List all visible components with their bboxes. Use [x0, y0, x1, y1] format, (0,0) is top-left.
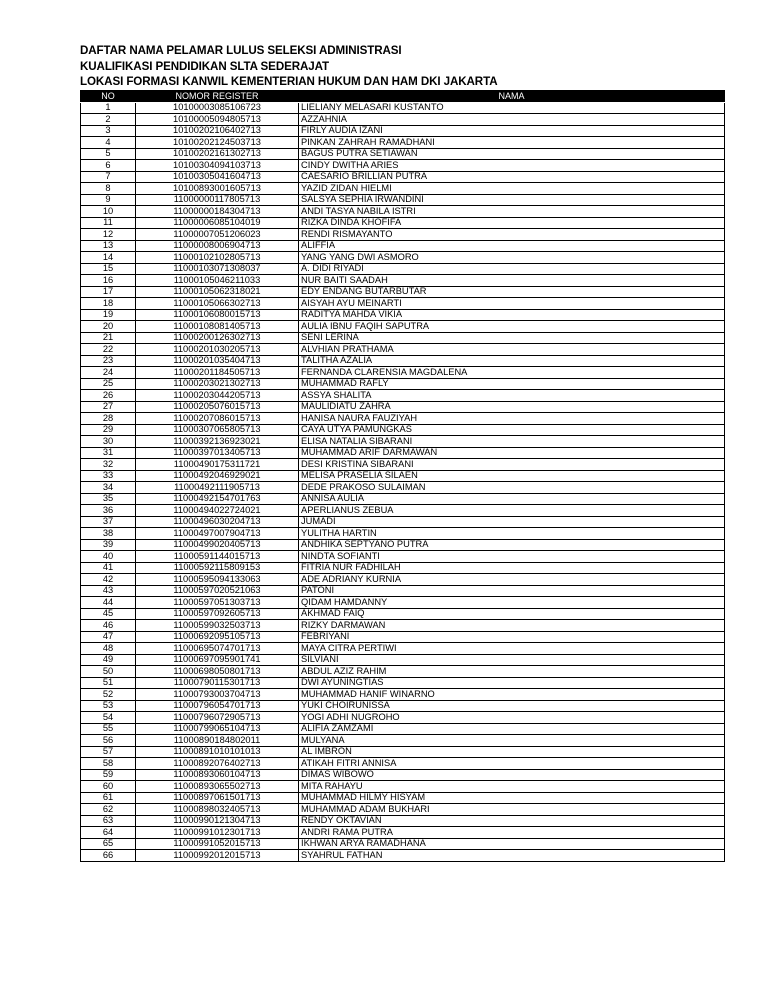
table-row	[81, 700, 725, 712]
row-number: 8	[81, 183, 136, 195]
applicant-name: AULIA IBNU FAQIH SAPUTRA	[299, 321, 725, 333]
row-number: 52	[81, 689, 136, 701]
table-row	[81, 194, 725, 206]
row-number: 50	[81, 666, 136, 678]
row-number: 36	[81, 505, 136, 517]
table-row	[81, 390, 725, 402]
table-row	[81, 436, 725, 448]
row-number: 44	[81, 597, 136, 609]
table-row	[81, 562, 725, 574]
applicant-name: FIRLY AUDIA IZANI	[299, 125, 725, 137]
register-number: 10100305041604713	[136, 171, 299, 183]
table-row	[81, 137, 725, 149]
applicant-name: LIELIANY MELASARI KUSTANTO	[299, 102, 725, 114]
table-row	[81, 344, 725, 356]
table-row	[81, 758, 725, 770]
register-number: 11000597092605713	[136, 608, 299, 620]
register-number: 11000008006904713	[136, 240, 299, 252]
register-number: 11000392136923021	[136, 436, 299, 448]
table-row	[81, 493, 725, 505]
register-number: 11000397013405713	[136, 447, 299, 459]
qualification-subtitle: KUALIFIKASI PENDIDIKAN SLTA SEDERAJAT	[80, 59, 330, 73]
table-row	[81, 838, 725, 850]
register-number: 11000000117805713	[136, 194, 299, 206]
row-number: 29	[81, 424, 136, 436]
table-row	[81, 482, 725, 494]
table-row	[81, 298, 725, 310]
row-number: 2	[81, 114, 136, 126]
register-number: 11000007051206023	[136, 229, 299, 241]
applicant-name: SALSYA SEPHIA IRWANDINI	[299, 194, 725, 206]
row-number: 34	[81, 482, 136, 494]
applicant-name: MULYANA	[299, 735, 725, 747]
applicant-name: ANDI TASYA NABILA ISTRI	[299, 206, 725, 218]
applicant-name: A. DIDI RIYADI	[299, 263, 725, 275]
register-number: 11000990121304713	[136, 815, 299, 827]
row-number: 1	[81, 102, 136, 114]
table-row	[81, 781, 725, 793]
row-number: 58	[81, 758, 136, 770]
row-number: 26	[81, 390, 136, 402]
applicant-name: ABDUL AZIZ RAHIM	[299, 666, 725, 678]
applicant-name: ANDRI RAMA PUTRA	[299, 827, 725, 839]
register-number: 11000203044205713	[136, 390, 299, 402]
table-row	[81, 746, 725, 758]
applicant-name: ATIKAH FITRI ANNISA	[299, 758, 725, 770]
row-number: 57	[81, 746, 136, 758]
table-row	[81, 229, 725, 241]
applicant-name: ADE ADRIANY KURNIA	[299, 574, 725, 586]
applicant-name: YOGI ADHI NUGROHO	[299, 712, 725, 724]
table-row	[81, 677, 725, 689]
register-number: 11000105066302713	[136, 298, 299, 310]
row-number: 18	[81, 298, 136, 310]
register-number: 11000201035404713	[136, 355, 299, 367]
register-number: 11000307065805713	[136, 424, 299, 436]
table-row	[81, 275, 725, 287]
applicant-name: AL IMBRON	[299, 746, 725, 758]
applicant-name: DWI AYUNINGTIAS	[299, 677, 725, 689]
row-number: 35	[81, 493, 136, 505]
row-number: 6	[81, 160, 136, 172]
register-number: 11000591144015713	[136, 551, 299, 563]
applicant-name: YUKI CHOIRUNISSA	[299, 700, 725, 712]
table-row	[81, 252, 725, 264]
register-number: 11000893060104713	[136, 769, 299, 781]
register-number: 10100003085106723	[136, 102, 299, 114]
register-number: 11000793003704713	[136, 689, 299, 701]
applicant-name: PATONI	[299, 585, 725, 597]
register-number: 11000698050801713	[136, 666, 299, 678]
applicant-name: MUHAMMAD ADAM BUKHARI	[299, 804, 725, 816]
applicant-name: MUHAMMAD RAFLY	[299, 378, 725, 390]
row-number: 24	[81, 367, 136, 379]
table-row	[81, 321, 725, 333]
table-row	[81, 206, 725, 218]
applicant-name: AKHMAD FAIQ	[299, 608, 725, 620]
table-row	[81, 539, 725, 551]
applicant-name: NINDTA SOFIANTI	[299, 551, 725, 563]
location-subtitle: LOKASI FORMASI KANWIL KEMENTERIAN HUKUM DAN HAM DKI JAKARTA	[80, 75, 498, 88]
table-row	[81, 620, 725, 632]
register-number: 11000201030205713	[136, 344, 299, 356]
register-number: 11000892076402713	[136, 758, 299, 770]
table-row	[81, 654, 725, 666]
register-number: 11000890184802011	[136, 735, 299, 747]
applicant-name: AZZAHNIA	[299, 114, 725, 126]
applicant-name: RIZKA DINDA KHOFIFA	[299, 217, 725, 229]
table-row	[81, 850, 725, 862]
table-row	[81, 551, 725, 563]
applicant-name: RADITYA MAHDA VIKIA	[299, 309, 725, 321]
applicant-table	[80, 90, 725, 862]
row-number: 53	[81, 700, 136, 712]
register-number: 11000599032503713	[136, 620, 299, 632]
row-number: 37	[81, 516, 136, 528]
column-header-no: NO	[81, 91, 136, 103]
register-number: 11000105046211033	[136, 275, 299, 287]
row-number: 61	[81, 792, 136, 804]
document-title: DAFTAR NAMA PELAMAR LULUS SELEKSI ADMINISTRASI	[80, 44, 402, 57]
applicant-name: YULITHA HARTIN	[299, 528, 725, 540]
table-row	[81, 309, 725, 321]
row-number: 39	[81, 539, 136, 551]
applicant-name: FITRIA NUR FADHILAH	[299, 562, 725, 574]
applicant-name: QIDAM HAMDANNY	[299, 597, 725, 609]
applicant-name: RIZKY DARMAWAN	[299, 620, 725, 632]
register-number: 11000205076015713	[136, 401, 299, 413]
row-number: 56	[81, 735, 136, 747]
register-number: 11000499020405713	[136, 539, 299, 551]
register-number: 11000597020521063	[136, 585, 299, 597]
row-number: 38	[81, 528, 136, 540]
row-number: 13	[81, 240, 136, 252]
applicant-name: PINKAN ZAHRAH RAMADHANI	[299, 137, 725, 149]
applicant-name: ANDHIKA SEPTYANO PUTRA	[299, 539, 725, 551]
row-number: 33	[81, 470, 136, 482]
register-number: 11000492154701763	[136, 493, 299, 505]
row-number: 31	[81, 447, 136, 459]
row-number: 32	[81, 459, 136, 471]
row-number: 65	[81, 838, 136, 850]
applicant-name: CAYA UTYA PAMUNGKAS	[299, 424, 725, 436]
column-header-register: NOMOR REGISTER	[136, 91, 299, 103]
row-number: 17	[81, 286, 136, 298]
applicant-name: DEDE PRAKOSO SULAIMAN	[299, 482, 725, 494]
register-number: 11000692095105713	[136, 631, 299, 643]
row-number: 27	[81, 401, 136, 413]
row-number: 14	[81, 252, 136, 264]
register-number: 11000597051303713	[136, 597, 299, 609]
table-row	[81, 183, 725, 195]
applicant-name: MAYA CITRA PERTIWI	[299, 643, 725, 655]
applicant-name: ALIFIA ZAMZAMI	[299, 723, 725, 735]
row-number: 43	[81, 585, 136, 597]
row-number: 47	[81, 631, 136, 643]
table-row	[81, 240, 725, 252]
row-number: 9	[81, 194, 136, 206]
register-number: 11000991052015713	[136, 838, 299, 850]
register-number: 11000492111905713	[136, 482, 299, 494]
table-row	[81, 148, 725, 160]
register-number: 11000106080015713	[136, 309, 299, 321]
table-body	[81, 102, 725, 861]
row-number: 66	[81, 850, 136, 862]
register-number: 11000108081405713	[136, 321, 299, 333]
table-row	[81, 102, 725, 114]
table-row	[81, 723, 725, 735]
table-row	[81, 689, 725, 701]
table-row	[81, 424, 725, 436]
row-number: 59	[81, 769, 136, 781]
applicant-name: ELISA NATALIA SIBARANI	[299, 436, 725, 448]
register-number: 11000496030204713	[136, 516, 299, 528]
row-number: 16	[81, 275, 136, 287]
table-row	[81, 286, 725, 298]
register-number: 10100304094103713	[136, 160, 299, 172]
row-number: 19	[81, 309, 136, 321]
row-number: 3	[81, 125, 136, 137]
table-row	[81, 769, 725, 781]
applicant-name: AISYAH AYU MEINARTI	[299, 298, 725, 310]
applicant-name: ASSYA SHALITA	[299, 390, 725, 402]
applicant-name: MITA RAHAYU	[299, 781, 725, 793]
table-row	[81, 597, 725, 609]
applicant-name: YANG YANG DWI ASMORO	[299, 252, 725, 264]
applicant-name: FEBRIYANI	[299, 631, 725, 643]
table-row	[81, 631, 725, 643]
table-row	[81, 114, 725, 126]
applicant-name: HANISA NAURA FAUZIYAH	[299, 413, 725, 425]
register-number: 11000893065502713	[136, 781, 299, 793]
register-number: 10100202106402713	[136, 125, 299, 137]
row-number: 5	[81, 148, 136, 160]
register-number: 11000992012015713	[136, 850, 299, 862]
applicant-name: NUR BAITI SAADAH	[299, 275, 725, 287]
row-number: 28	[81, 413, 136, 425]
register-number: 10100202124503713	[136, 137, 299, 149]
register-number: 11000103071308037	[136, 263, 299, 275]
table-row	[81, 447, 725, 459]
row-number: 45	[81, 608, 136, 620]
row-number: 30	[81, 436, 136, 448]
row-number: 49	[81, 654, 136, 666]
row-number: 51	[81, 677, 136, 689]
table-row	[81, 367, 725, 379]
row-number: 40	[81, 551, 136, 563]
row-number: 22	[81, 344, 136, 356]
column-header-name: NAMA	[299, 91, 725, 103]
register-number: 11000695074701713	[136, 643, 299, 655]
row-number: 11	[81, 217, 136, 229]
applicant-name: CAESARIO BRILLIAN PUTRA	[299, 171, 725, 183]
table-row	[81, 125, 725, 137]
register-number: 11000497007904713	[136, 528, 299, 540]
applicant-name: YAZID ZIDAN HIELMI	[299, 183, 725, 195]
applicant-name: MAULIDIATU ZAHRA	[299, 401, 725, 413]
applicant-name: MELISA PRASELIA SILAEN	[299, 470, 725, 482]
row-number: 60	[81, 781, 136, 793]
register-number: 11000592115809153	[136, 562, 299, 574]
register-number: 11000006085104019	[136, 217, 299, 229]
register-number: 11000991012301713	[136, 827, 299, 839]
table-row	[81, 792, 725, 804]
table-row	[81, 528, 725, 540]
table-row	[81, 378, 725, 390]
row-number: 62	[81, 804, 136, 816]
row-number: 48	[81, 643, 136, 655]
row-number: 12	[81, 229, 136, 241]
register-number: 11000796054701713	[136, 700, 299, 712]
applicant-name: RENDI RISMAYANTO	[299, 229, 725, 241]
row-number: 23	[81, 355, 136, 367]
applicant-name: MUHAMMAD HILMY HISYAM	[299, 792, 725, 804]
register-number: 11000891010101013	[136, 746, 299, 758]
table-row	[81, 608, 725, 620]
table-row	[81, 470, 725, 482]
register-number: 11000799065104713	[136, 723, 299, 735]
row-number: 54	[81, 712, 136, 724]
register-number: 11000207086015713	[136, 413, 299, 425]
applicant-name: TALITHA AZALIA	[299, 355, 725, 367]
applicant-name: RENDY OKTAVIAN	[299, 815, 725, 827]
table-row	[81, 355, 725, 367]
row-number: 25	[81, 378, 136, 390]
table-row	[81, 574, 725, 586]
applicant-name: DESI KRISTINA SIBARANI	[299, 459, 725, 471]
row-number: 4	[81, 137, 136, 149]
register-number: 11000105062318021	[136, 286, 299, 298]
register-number: 11000595094133063	[136, 574, 299, 586]
row-number: 7	[81, 171, 136, 183]
table-row	[81, 643, 725, 655]
row-number: 63	[81, 815, 136, 827]
applicant-name: ALIFFIA	[299, 240, 725, 252]
applicant-name: EDY ENDANG BUTARBUTAR	[299, 286, 725, 298]
table-row	[81, 263, 725, 275]
applicant-name: SILVIANI	[299, 654, 725, 666]
applicant-name: CINDY DWITHA ARIES	[299, 160, 725, 172]
applicant-name: ANNISA AULIA	[299, 493, 725, 505]
register-number: 11000102102805713	[136, 252, 299, 264]
table-row	[81, 459, 725, 471]
register-number: 10100005094805713	[136, 114, 299, 126]
table-row	[81, 712, 725, 724]
table-row	[81, 516, 725, 528]
applicant-name: JUMADI	[299, 516, 725, 528]
table-row	[81, 332, 725, 344]
register-number: 11000200126302713	[136, 332, 299, 344]
applicant-name: SENI LERINA	[299, 332, 725, 344]
table-row	[81, 666, 725, 678]
applicant-name: FERNANDA CLARENSIA MAGDALENA	[299, 367, 725, 379]
applicant-name: DIMAS WIBOWO	[299, 769, 725, 781]
table-header	[81, 91, 725, 103]
table-row	[81, 171, 725, 183]
row-number: 64	[81, 827, 136, 839]
register-number: 11000490175311721	[136, 459, 299, 471]
register-number: 11000494022724021	[136, 505, 299, 517]
register-number: 11000897061501713	[136, 792, 299, 804]
table-row	[81, 735, 725, 747]
table-row	[81, 413, 725, 425]
register-number: 11000697095901741	[136, 654, 299, 666]
register-number: 10100893001605713	[136, 183, 299, 195]
table-row	[81, 217, 725, 229]
row-number: 20	[81, 321, 136, 333]
register-number: 11000796072905713	[136, 712, 299, 724]
row-number: 46	[81, 620, 136, 632]
row-number: 42	[81, 574, 136, 586]
applicant-name: APERLIANUS ZEBUA	[299, 505, 725, 517]
applicant-name: SYAHRUL FATHAN	[299, 850, 725, 862]
row-number: 55	[81, 723, 136, 735]
row-number: 41	[81, 562, 136, 574]
applicant-name: MUHAMMAD ARIF DARMAWAN	[299, 447, 725, 459]
applicant-name: ALVHIAN PRATHAMA	[299, 344, 725, 356]
table-row	[81, 505, 725, 517]
table-row	[81, 401, 725, 413]
register-number: 11000000184304713	[136, 206, 299, 218]
table-row	[81, 160, 725, 172]
applicant-name: IKHWAN ARYA RAMADHANA	[299, 838, 725, 850]
register-number: 11000492046929021	[136, 470, 299, 482]
applicant-name: MUHAMMAD HANIF WINARNO	[299, 689, 725, 701]
document-header	[80, 43, 497, 90]
register-number: 11000790115301713	[136, 677, 299, 689]
register-number: 11000201184505713	[136, 367, 299, 379]
table-row	[81, 827, 725, 839]
table-row	[81, 585, 725, 597]
table-row	[81, 815, 725, 827]
table-row	[81, 804, 725, 816]
row-number: 21	[81, 332, 136, 344]
row-number: 10	[81, 206, 136, 218]
register-number: 11000898032405713	[136, 804, 299, 816]
applicant-name: BAGUS PUTRA SETIAWAN	[299, 148, 725, 160]
register-number: 11000203021302713	[136, 378, 299, 390]
row-number: 15	[81, 263, 136, 275]
register-number: 10100202161302713	[136, 148, 299, 160]
